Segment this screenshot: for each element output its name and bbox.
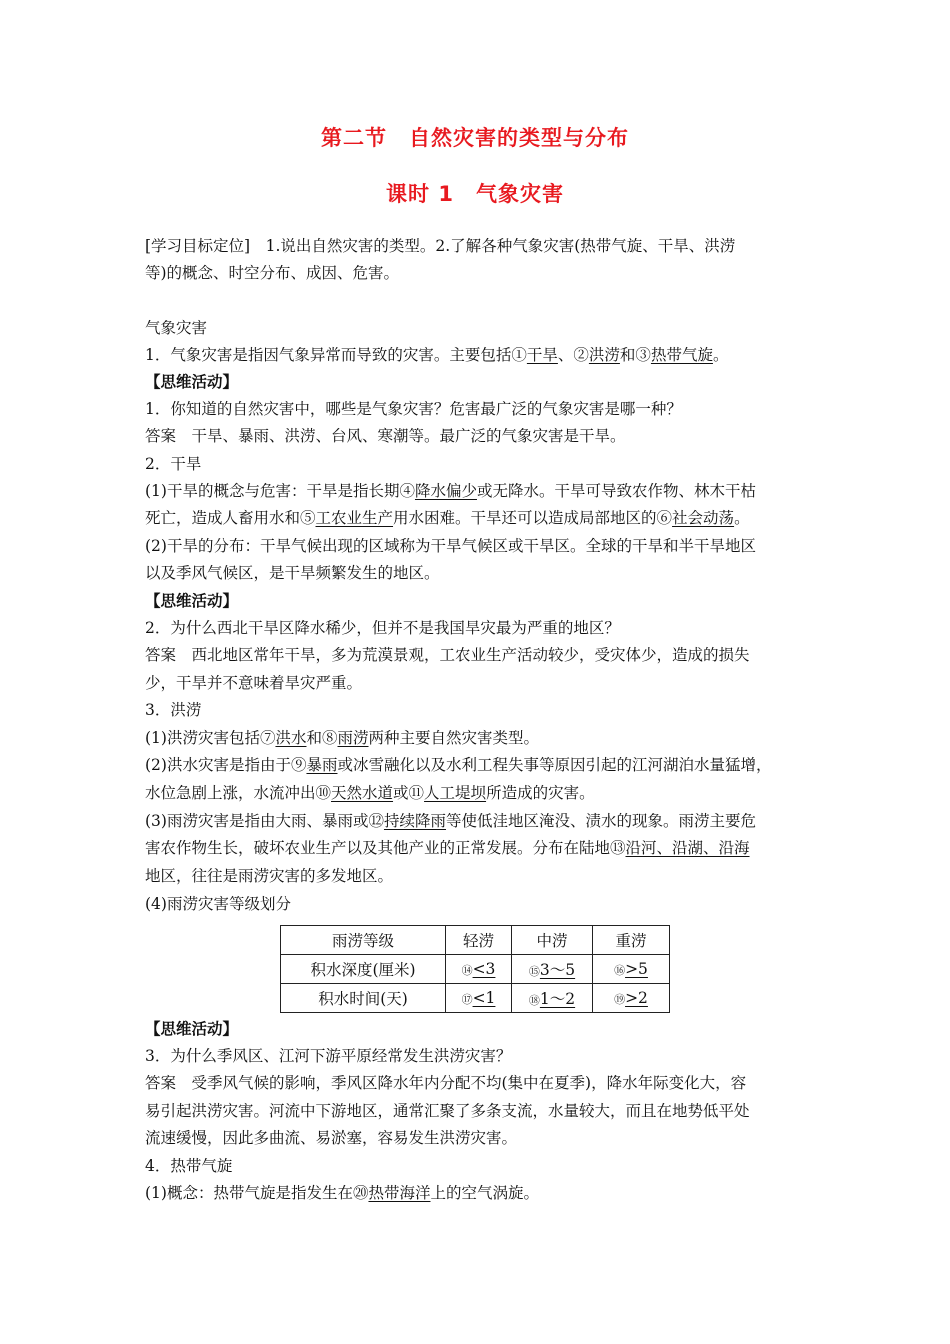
q3-answer-2: 易引起洪涝灾害。河流中下游地区，通常汇聚了多条支流，水量较大，而且在地势低平处 (145, 1102, 750, 1120)
drought-line-1: (1)干旱的概念与危害：干旱是指长期④降水偏少或无降水。干旱可导致农作物、林木干枯 (145, 482, 756, 500)
table-cell: ⑱1～2 (512, 984, 593, 1013)
drought-heading: 2．干旱 (145, 455, 202, 473)
table-header-cell: 重涝 (593, 926, 670, 955)
activity-label-1: 【思维活动】 (145, 373, 239, 391)
drought-line-2: 死亡，造成人畜用水和⑤工农业生产用水困难。干旱还可以造成局部地区的⑥社会动荡。 (145, 509, 750, 527)
flood-line-4: (3)雨涝灾害是指由大雨、暴雨或⑫持续降雨等使低洼地区淹没、渍水的现象。雨涝主要危 (145, 812, 756, 830)
table-cell: ⑭<3 (446, 955, 512, 984)
intro-paragraph: 1．气象灾害是指因气象异常而导致的灾害。主要包括①干旱、②洪涝和③热带气旋。 (145, 346, 729, 364)
drought-line-4: 以及季风气候区，是干旱频繁发生的地区。 (145, 564, 440, 582)
topic-heading: 气象灾害 (145, 319, 208, 337)
table-row-label: 积水时间(天) (281, 984, 446, 1013)
goal-label: [学习目标定位] (145, 237, 251, 255)
flood-line-1: (1)洪涝灾害包括⑦洪水和⑧雨涝两种主要自然灾害类型。 (145, 729, 540, 747)
flood-line-2: (2)洪水灾害是指由于⑨暴雨或冰雪融化以及水利工程失事等原因引起的江河湖泊水量猛增， (145, 756, 772, 774)
q3-answer-3: 流速缓慢，因此多曲流、易淤塞，容易发生洪涝灾害。 (145, 1129, 518, 1147)
section-title: 第二节 自然灾害的类型与分布 (321, 126, 629, 150)
cyclone-line-1: (1)概念：热带气旋是指发生在⑳热带海洋上的空气涡旋。 (145, 1184, 539, 1202)
q1-question: 1．你知道的自然灾害中，哪些是气象灾害？危害最广泛的气象灾害是哪一种？ (145, 400, 682, 418)
q3-answer-1: 答案 受季风气候的影响，季风区降水年内分配不均(集中在夏季)，降水年际变化大，容 (145, 1074, 747, 1092)
goal-line-1: [学习目标定位] 1.说出自然灾害的类型。2.了解各种气象灾害(热带气旋、干旱、洪涝 (145, 237, 736, 255)
flood-line-6: 地区，往往是雨涝灾害的多发地区。 (145, 867, 394, 885)
activity-label-2: 【思维活动】 (145, 592, 239, 610)
table-cell: ⑯>5 (593, 955, 670, 984)
q2-question: 2．为什么西北干旱区降水稀少，但并不是我国旱灾最为严重的地区？ (145, 619, 620, 637)
table-header-cell: 中涝 (512, 926, 593, 955)
table-cell: ⑮3～5 (512, 955, 593, 984)
table-header-cell: 雨涝等级 (281, 926, 446, 955)
q2-answer-1: 答案 西北地区常年干旱，多为荒漠景观，工农业生产活动较少，受灾体少，造成的损失 (145, 646, 750, 664)
table-cell: ⑲>2 (593, 984, 670, 1013)
table-header-row (281, 926, 670, 955)
q1-answer: 答案 干旱、暴雨、洪涝、台风、寒潮等。最广泛的气象灾害是干旱。 (145, 427, 626, 445)
table-row (281, 955, 670, 984)
table-cell: ⑰<1 (446, 984, 512, 1013)
table-row (281, 984, 670, 1013)
lesson-title: 课时 1 气象灾害 (386, 182, 564, 206)
activity-label-3: 【思维活动】 (145, 1020, 239, 1038)
table-header-cell: 轻涝 (446, 926, 512, 955)
flood-grade-table (280, 925, 670, 1013)
flood-line-5: 害农作物生长，破坏农业生产以及其他产业的正常发展。分布在陆地⑬沿河、沿湖、沿海 (145, 839, 750, 857)
cyclone-heading: 4．热带气旋 (145, 1157, 233, 1175)
table-row-label: 积水深度(厘米) (281, 955, 446, 984)
goal-line-2: 等)的概念、时空分布、成因、危害。 (145, 264, 400, 282)
flood-line-3: 水位急剧上涨，水流冲出⑩天然水道或⑪人工堤坝所造成的灾害。 (145, 784, 595, 802)
drought-line-3: (2)干旱的分布：干旱气候出现的区域称为干旱气候区或干旱区。全球的干旱和半干旱地区 (145, 537, 756, 555)
flood-line-7: (4)雨涝灾害等级划分 (145, 895, 291, 913)
q3-question: 3．为什么季风区、江河下游平原经常发生洪涝灾害？ (145, 1047, 512, 1065)
flood-heading: 3．洪涝 (145, 701, 202, 719)
q2-answer-2: 少，干旱并不意味着旱灾严重。 (145, 674, 363, 692)
